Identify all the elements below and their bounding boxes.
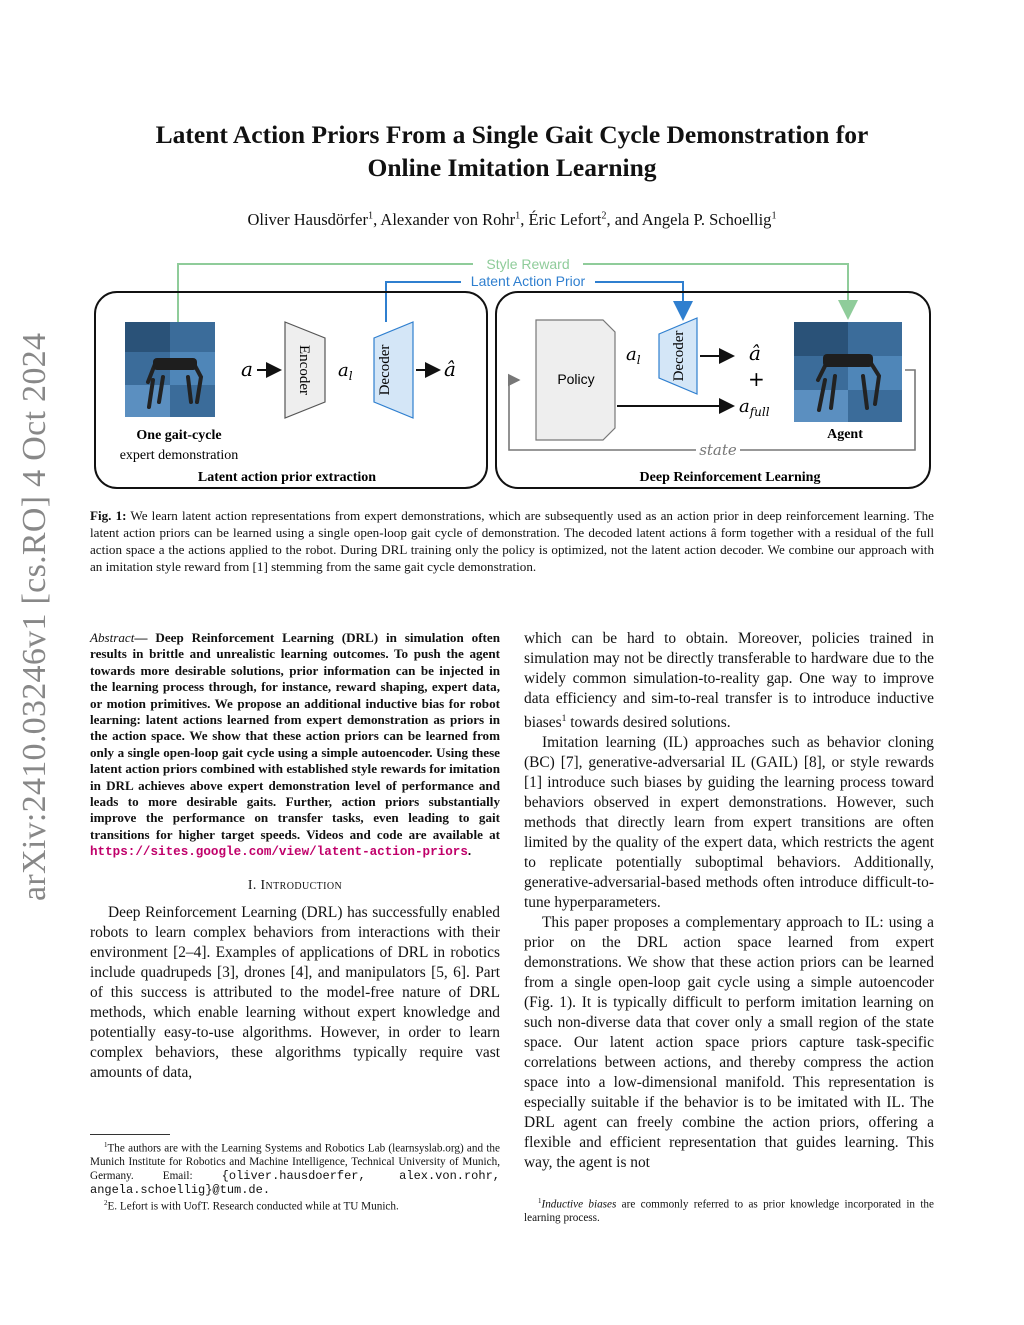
right-paragraph-2: Imitation learning (IL) approaches such as behavior cloning (BC) [7], generative-adversarial IL (GAIL) [8], or style rewards [1] introduce such biases by guiding the learning process toward behaviors observed in expert demonstrations. However, such methods that directly learn from expert transitions are often limited by the quality of the expert data, which restricts the agent to replicate potentially suboptimal behaviors. Additionally, generative-adversarial-based methods often introduce difficult-to-tune hyperparameters. (524, 734, 934, 912)
decoder-label-right: Decoder (671, 330, 687, 382)
caption-text: We learn latent action representations from expert demonstrations, which are subsequently used as an action prior in deep reinforcement learning. The latent action priors can be learned using a single open-loop gait cycle of demonstration. The decoded latent actions â form together with a residual of the full action space a the actions applied to the robot. During DRL training only the policy is optimized, not the latent action decoder. We combine our approach with an imitation style reward from [1] stemming from the same gait cycle demonstration. (90, 508, 934, 574)
footnote-2: $^2$E. Lefort is with UofT. Research conducted while at TU Munich. (104, 1199, 399, 1213)
agent-label: Agent (827, 427, 863, 442)
right-box-title: Deep Reinforcement Learning (639, 470, 821, 485)
gait-label-1: One gait-cycle (136, 428, 222, 443)
expert-demo-image (125, 322, 215, 417)
title-line-2: Online Imitation Learning (367, 153, 657, 182)
abstract: Abstract— Deep Reinforcement Learning (DRL) in simulation often results in brittle and unrealistic learning outcomes. To push the agent towards more desirable solutions, prior information can be injected in the learning process through, for instance, reward shaping, expert data, or motion primitives. We propose an additional inductive bias for robot learning: latent actions learned from expert demonstration as priors in the action space. We show that these action priors can be learned from only a single open-loop gait cycle using a simple autoencoder. Using these latent action priors combined with established style rewards for imitation in DRL achieves above expert demonstration level of performance and leads to more desirable gaits. Further, action priors substantially improve the performance on transfer tasks, even leading to gait transitions for higher target speeds. Videos and code are available at https://sites.google.com/view/latent-action-priors. (90, 630, 501, 860)
decoder-label-left: Decoder (377, 344, 393, 396)
left-footnotes (90, 1134, 500, 1214)
right-paragraph-1: which can be hard to obtain. Moreover, policies trained in simulation may not be directly transferable to hardware due to the widely common simulation-to-reality gap. One way to improve data efficiency and sim-to-real transfer is to introduce inductive biases$^1$ towards desired solutions. (524, 630, 934, 732)
figure-1-diagram (93, 252, 943, 502)
right-paragraph-3: This paper proposes a complementary approach to IL: using a prior on the DRL action space learned from expert demonstrations. We show that these action priors can be learned from a single open-loop gait cycle using a simple autoencoder (Fig. 1). It is typically difficult to perform imitation learning on such non-diverse data that cover only a small region of the state space. Our latent action space priors capture task-specific correlations between actions, and thereby compress the action space into a low-dimensional manifold. This representation is especially suitable if the behavior is to be imitated with IL. The DRL agent can freely combine the action priors, offering a flexible and efficient representation that guides learning. This way, the agent is not (524, 914, 934, 1172)
sym-al-left: $a_l$ (338, 360, 353, 383)
agent-image (794, 322, 902, 422)
abstract-label: Abstract (90, 630, 135, 645)
encoder-label: Encoder (296, 345, 312, 395)
right-footnotes (524, 1195, 934, 1226)
footnote-1: $^1$The authors are with the Learning Systems and Robotics Lab (learnsyslab.org) and the Munich Institute for Robotics and Machine Intelligence, Technical University of Munich, Germany. Email: {oliver.hausdoerfer, alex.von.rohr, angela.schoellig}@tum.de. (90, 1141, 500, 1197)
figure-caption (90, 507, 934, 575)
sym-ahat-left: â (444, 357, 456, 381)
left-column (90, 630, 500, 1083)
sym-a-left: a (241, 357, 253, 381)
footnote-right-1: $^1$Inductive biases are commonly referred to as prior knowledge incorporated in the learning process. (524, 1197, 934, 1225)
section-heading-introduction: I. Introduction (247, 876, 343, 892)
paper-title (100, 118, 924, 184)
left-box-title: Latent action prior extraction (197, 470, 377, 485)
author-3: Éric Lefort (528, 210, 602, 229)
sym-plus: + (748, 367, 765, 391)
sym-ahat-right: â (749, 341, 761, 365)
abstract-text: Deep Reinforcement Learning (DRL) in simulation often results in brittle and unrealistic learning outcomes. To push the agent towards more desirable solutions, prior information can be injected in the learning process through, for instance, reward shaping, expert data, or motion primitives. We propose an additional inductive bias for robot learning: latent actions learned from expert demonstration as priors in the action space. We show that these action priors can be learned from only a single open-loop gait cycle using a simple autoencoder. Using these latent action priors combined with established style rewards for imitation in DRL achieves above expert demonstration level of performance and leads to more desirable gaits. Further, action priors substantially improve the performance on transfer tasks, even leading to gait transitions for higher target speeds. Videos and code are available at (90, 630, 501, 842)
project-url-link[interactable]: https://sites.google.com/view/latent-action-priors (90, 845, 468, 860)
author-1: Oliver Hausdörfer (247, 210, 368, 229)
author-emails: {oliver.hausdoerfer, alex.von.rohr, angela.schoellig}@tum.de. (90, 1168, 500, 1197)
intro-paragraph-1: Deep Reinforcement Learning (DRL) has successfully enabled robots to learn complex behaviors from interactions with their environment [2–4]. Examples of applications of DRL in robotics include quadrupeds [3], drones [4], and manipulators [5, 6]. Part of this success is attributed to the model-free nature of DRL methods, which enable learning without expert knowledge and potentially easy-to-use algorithms. However, in order to learn complex behaviors, these algorithms typically require vast amounts of data, (90, 903, 500, 1081)
author-list: Oliver Hausdörfer$^1$, Alexander von Rohr$^1$, Éric Lefort$^2$, and Angela P. Schoellig$^1$ (247, 210, 777, 229)
caption-label: Fig. 1: (90, 508, 127, 523)
author-4: Angela P. Schoellig (641, 210, 772, 229)
author-2: Alexander von Rohr (380, 210, 516, 229)
arxiv-stamp: arXiv:2410.03246v1 [cs.RO] 4 Oct 2024 (16, 332, 53, 901)
state-label: state (699, 441, 737, 459)
latent-prior-label: Latent Action Prior (470, 273, 586, 289)
policy-label: Policy (557, 371, 595, 387)
title-line-1: Latent Action Priors From a Single Gait Cycle Demonstration for (155, 120, 869, 149)
right-column (524, 629, 934, 1173)
sym-afull: $a_{full}$ (739, 396, 770, 419)
style-reward-label: Style Reward (486, 256, 570, 272)
sym-al-right: $a_l$ (626, 344, 641, 367)
gait-label-2: expert demonstration (119, 448, 239, 463)
